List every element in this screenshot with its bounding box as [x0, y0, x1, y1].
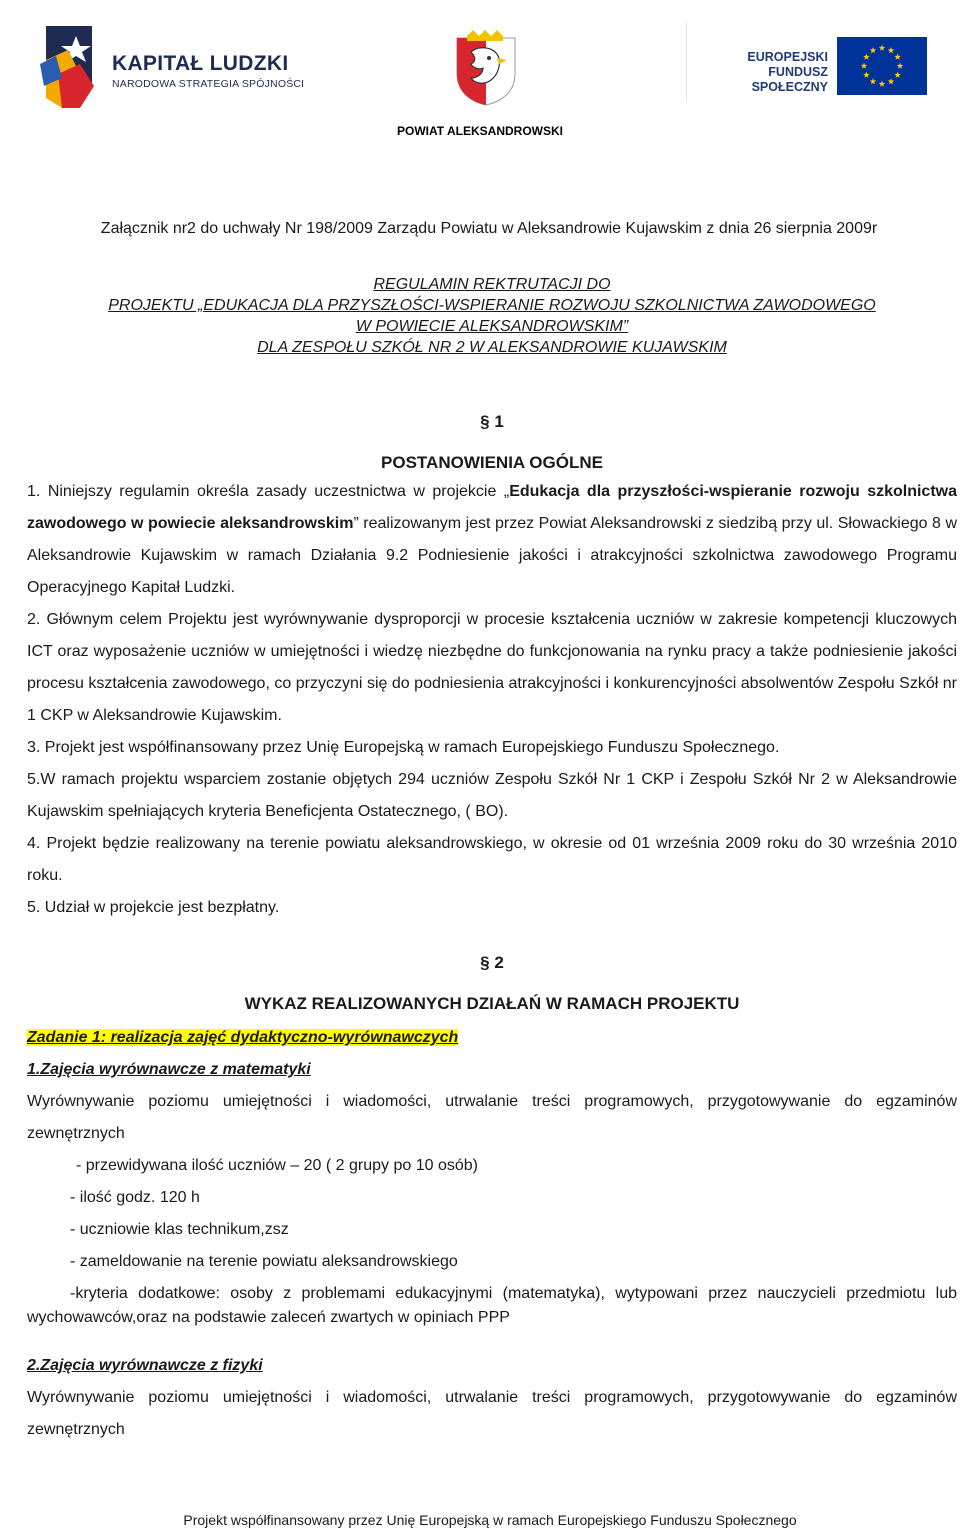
item-1-bullet-classes: - uczniowie klas technikum,zsz — [70, 1221, 289, 1238]
fund-name — [704, 50, 828, 95]
page-footer: Projekt współfinansowany przez Unię Europejską w ramach Europejskiego Funduszu Społecznego — [183, 1512, 797, 1528]
item-1-title: 1.Zajęcia wyrównawcze z matematyki — [27, 1061, 311, 1078]
item-1-bullet-residence: - zameldowanie na terenie powiatu aleksandrowskiego — [70, 1253, 458, 1270]
annex-line: Załącznik nr2 do uchwały Nr 198/2009 Zarządu Powiatu w Aleksandrowie Kujawskim z dnia 26 sierpnia 2009r — [100, 220, 878, 237]
kapital-ludzki-logo — [40, 24, 310, 110]
section-1-point-1 — [27, 476, 957, 604]
section-1-point-2: 2. Głównym celem Projektu jest wyrównywanie dysproporcji w procesie kształcenia uczniów w zakresie kompetencji kluczowych ICT oraz wyposażenie uczniów w umiejętności i wiedzę niezbędne do funkcjonowania na rynku pracy a także podniesienie jakości procesu kształcenia zawodowego, co przyczyni się do podniesienia atrakcyjności i konkurencyjności absolwentów Zespołu Szkół nr 1 CKP w Aleksandrowie Kujawskim. — [27, 611, 957, 724]
task-1-row — [27, 1022, 957, 1054]
fund-name-line2: FUNDUSZ SPOŁECZNY — [751, 65, 828, 94]
program-subtitle: NARODOWA STRATEGIA SPÓJNOŚCI — [112, 78, 305, 90]
section-1-point-5: 4. Projekt będzie realizowany na terenie powiatu aleksandrowskiego, w okresie od 01 września 2009 roku do 30 września 2010 roku. — [27, 835, 957, 884]
section-1-point-3: 3. Projekt jest współfinansowany przez Unię Europejską w ramach Europejskiego Funduszu Społecznego. — [27, 739, 780, 756]
item-1-bullet-participants: - przewidywana ilość uczniów – 20 ( 2 grupy po 10 osób) — [76, 1157, 478, 1174]
point-1-rest: ” realizowanym jest przez Powiat Aleksandrowski z siedzibą przy ul. Słowackiego 8 w Aleksandrowie Kujawskim w ramach Działania 9.2 Podniesienie jakości i atrakcyjności szkolnictwa zawodowego Programu Operacyjnego Kapitał Ludzki. — [27, 515, 957, 596]
regulation-title-line1: REGULAMIN REKTRUTACJI DO — [373, 276, 611, 293]
section-1-title: POSTANOWIENIA OGÓLNE — [381, 453, 603, 472]
section-1-mark: § 1 — [480, 412, 504, 431]
regulation-title-line2: PROJEKTU „EDUKACJA DLA PRZYSZŁOŚCI-WSPIERANIE ROZWOJU SZKOLNICTWA ZAWODOWEGO — [108, 297, 876, 314]
regulation-title-line4: DLA ZESPOŁU SZKÓŁ NR 2 W ALEKSANDROWIE KUJAWSKIM — [257, 339, 727, 356]
item-2-description: Wyrównywanie poziomu umiejętności i wiadomości, utrwalanie treści programowych, przygotowywanie do egzaminów zewnętrznych — [27, 1389, 957, 1438]
header-divider — [686, 22, 687, 102]
document-header — [0, 0, 960, 150]
project-name: Edukacja dla przyszłości-wspieranie rozwoju szkolnictwa zawodowego w powiecie aleksandrowskim — [27, 483, 958, 532]
item-1-description: Wyrównywanie poziomu umiejętności i wiadomości, utrwalanie treści programowych, przygotowywanie do egzaminów zewnętrznych — [27, 1093, 957, 1142]
eu-flag-icon — [837, 37, 927, 95]
kapital-ludzki-logo-icon — [40, 24, 100, 110]
county-crest-icon — [455, 28, 517, 106]
program-title: KAPITAŁ LUDZKI — [112, 52, 289, 75]
section-1-point-6: 5. Udział w projekcie jest bezpłatny. — [27, 899, 280, 916]
item-1-criteria: -kryteria dodatkowe: osoby z problemami edukacyjnymi (matematyka), wytypowani przez nauczycieli przedmiotu lub wychowawców,oraz na podstawie zaleceń zwartych w opiniach PPP — [27, 1285, 957, 1326]
item-1-bullet-hours: - ilość godz. 120 h — [70, 1189, 200, 1206]
section-2-mark: § 2 — [480, 953, 504, 972]
point-1-intro: 1. Niniejszy regulamin określa zasady uczestnictwa w projekcie „ — [27, 483, 510, 500]
regulation-title — [27, 274, 957, 358]
item-2-title: 2.Zajęcia wyrównawcze z fizyki — [27, 1357, 263, 1374]
county-name: POWIAT ALEKSANDROWSKI — [397, 124, 563, 138]
task-1-title: Zadanie 1: realizacja zajęć dydaktyczno-wyrównawczych — [27, 1029, 459, 1046]
fund-name-line1: EUROPEJSKI — [747, 50, 828, 64]
section-2-title: WYKAZ REALIZOWANYCH DZIAŁAŃ W RAMACH PROJEKTU — [244, 994, 740, 1013]
document-body — [27, 213, 957, 1446]
regulation-title-line3: W POWIECIE ALEKSANDROWSKIM” — [355, 318, 629, 335]
section-1-point-4: 5.W ramach projektu wsparciem zostanie objętych 294 uczniów Zespołu Szkół Nr 1 CKP i Zespołu Szkół Nr 2 w Aleksandrowie Kujawskim spełniających kryteria Beneficjenta Ostatecznego, ( BO). — [27, 771, 957, 820]
